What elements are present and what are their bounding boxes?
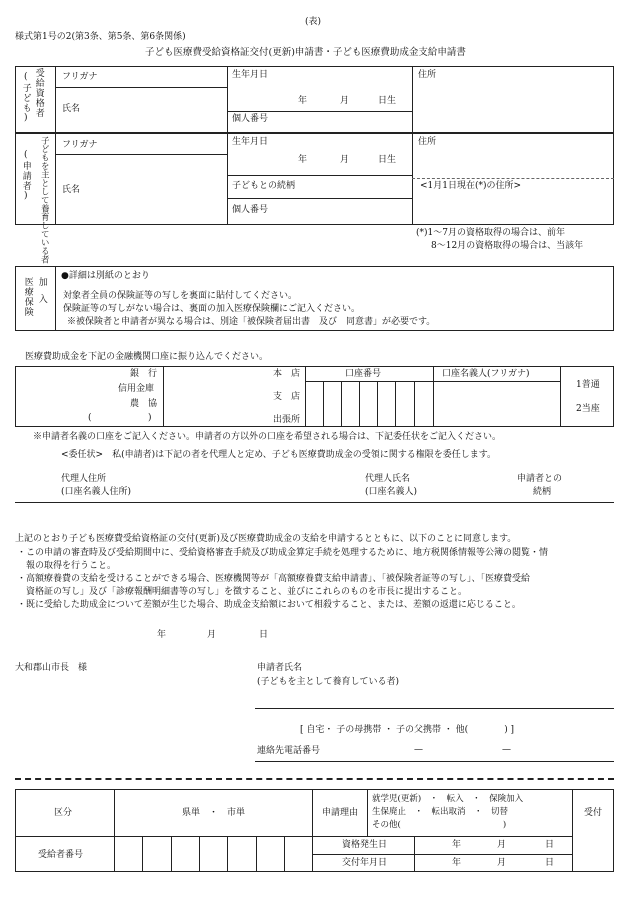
recipient-section-sub: (子ども) <box>20 72 31 124</box>
applicant-mynumber-label: 個人番号 <box>232 205 269 215</box>
insurance-line-4: ※被保険者と申請者が異なる場合は、別途「被保険者届出書 及び 同意書」が必要です。 <box>67 317 436 327</box>
office-issue-month: 月 <box>497 858 507 868</box>
bank-paren-close: ) <box>148 413 152 423</box>
proxy-statement: <委任状> 私(申請者)は下記の者を代理人と定め、子ども医療費助成金の受領に関する権限を委任します。 <box>61 450 497 460</box>
phone-label: 連絡先電話番号 <box>257 746 321 756</box>
page-title: 子ども医療費受給資格証交付(更新)申請書・子ども医療費助成金支給申請書 <box>145 47 466 58</box>
branch-shucchojo: 出張所 <box>273 415 301 425</box>
office-reason-row-2: 生保廃止 ・ 転出取消 ・ 切替 <box>372 807 509 817</box>
consent-bullet-2b: 資格証の写し」及び「診療報酬明細書等の写し」を徴すること、並びにこれらのものを市長に提出すること。 <box>26 587 468 597</box>
applicant-name-signature-sub: (子どもを主として養育している者) <box>257 677 400 687</box>
cut-line <box>15 778 614 780</box>
bank-type-nokyo: 農 協 <box>130 399 158 409</box>
insurance-label-right: 加入 <box>36 277 47 311</box>
recipient-birth-year: 年 <box>298 96 308 106</box>
applicant-section-sub: (申請者) <box>20 150 31 202</box>
office-eligibility-year: 年 <box>452 840 462 850</box>
account-type-futsu: 1普通 <box>576 380 600 390</box>
phone-dash-2: — <box>502 745 511 755</box>
bank-type-shinkin: 信用金庫 <box>118 384 155 394</box>
date-day: 日 <box>259 630 269 640</box>
bank-type-bank: 銀 行 <box>130 369 158 379</box>
applicant-jan1-address-label: <1月1日現在(*)の住所> <box>420 181 522 191</box>
applicant-birth-year: 年 <box>298 155 308 165</box>
mayor-addressee: 大和郡山市長 様 <box>15 663 88 673</box>
account-number-header: 口座番号 <box>345 369 382 379</box>
phone-type-options: [ 自宅・ 子の母携帯 ・ 子の父携帯 ・ 他( ) ] <box>300 725 515 735</box>
recipient-birth-day: 日生 <box>378 96 397 106</box>
insurance-line-1: ●詳細は別紙のとおり <box>61 271 150 281</box>
account-holder-header: 口座名義人(フリガナ) <box>442 369 530 379</box>
proxy-relation-sub: 続柄 <box>533 487 552 497</box>
proxy-name-sub: (口座名義人) <box>365 487 418 497</box>
recipient-birth-label: 生年月日 <box>232 70 269 80</box>
proxy-name-label: 代理人氏名 <box>365 474 411 484</box>
recipient-name-label: 氏名 <box>62 104 81 114</box>
applicant-section-label: 子どもを主として養育している者 <box>39 136 50 264</box>
applicant-relation-label: 子どもとの続柄 <box>232 181 296 191</box>
applicant-furigana-label: フリガナ <box>62 140 98 150</box>
branch-shiten: 支 店 <box>273 392 301 402</box>
recipient-mynumber-label: 個人番号 <box>232 114 269 124</box>
applicant-name-signature-label: 申請者氏名 <box>257 663 303 673</box>
recipient-furigana-label: フリガナ <box>62 72 98 82</box>
proxy-address-sub: (口座名義人住所) <box>61 487 132 497</box>
consent-bullet-2a: ・高額療養費の支給を受けることができる場合、医療機関等が「高額療養費支給申請書」、「被保険者証等の写し」、「医療費受給 <box>17 574 531 584</box>
note-line-1: (*)1〜7月の資格取得の場合は、前年 <box>416 228 565 238</box>
proxy-relation-label: 申請者との <box>517 474 563 484</box>
office-kentan-options: 県単 ・ 市単 <box>182 808 246 818</box>
office-uketsuke-label: 受付 <box>584 808 603 818</box>
applicant-birth-month: 月 <box>340 155 350 165</box>
office-reason-label: 申請理由 <box>322 808 359 818</box>
consent-bullet-3: ・既に受給した助成金について差額が生じた場合、助成金支給額において相殺すること、または、差額の返還に応じること。 <box>17 600 521 610</box>
office-issue-day: 日 <box>545 858 555 868</box>
insurance-line-2: 対象者全員の保険証等の写しを裏面に貼付してください。 <box>63 291 298 301</box>
phone-dash-1: — <box>414 745 423 755</box>
branch-honten: 本 店 <box>273 369 301 379</box>
omote-label: (表) <box>305 17 322 27</box>
office-issue-year: 年 <box>452 858 462 868</box>
insurance-line-3: 保険証等の写しがない場合は、裏面の加入医療保険欄にご記入ください。 <box>63 304 361 314</box>
date-year: 年 <box>157 630 167 640</box>
consent-intro: 上記のとおり子ども医療費受給資格証の交付(更新)及び医療費助成金の支給を申請するとともに、以下のことに同意します。 <box>15 534 517 544</box>
consent-bullet-1a: ・この申請の審査時及び受給期間中に、受給資格審査手続及び助成金算定手続を処理するために、地方税関係情報等公簿の閲覧・情 <box>17 548 549 558</box>
office-eligibility-month: 月 <box>497 840 507 850</box>
applicant-birth-day: 日生 <box>378 155 397 165</box>
insurance-label-left: 医療保険 <box>22 277 33 317</box>
bank-note: ※申請者名義の口座をご記入ください。申請者の方以外の口座を希望される場合は、下記委任状をご記入ください。 <box>33 432 502 442</box>
applicant-address-label: 住所 <box>418 137 437 147</box>
office-recipient-number-label: 受給者番号 <box>38 850 84 860</box>
office-issue-date-label: 交付年月日 <box>342 858 388 868</box>
office-eligibility-day: 日 <box>545 840 555 850</box>
office-reason-row-3: その他( ) <box>372 820 507 830</box>
office-kubun-label: 区分 <box>54 808 73 818</box>
recipient-birth-month: 月 <box>340 96 350 106</box>
bank-paren-open: ( <box>88 413 92 423</box>
recipient-section-label: 受給資格者 <box>33 68 44 118</box>
note-line-2: 8〜12月の資格取得の場合は、当該年 <box>431 241 584 251</box>
recipient-address-label: 住所 <box>418 70 437 80</box>
applicant-birth-label: 生年月日 <box>232 137 269 147</box>
date-month: 月 <box>207 630 217 640</box>
consent-bullet-1b: 報の取得を行うこと。 <box>26 561 117 571</box>
bank-intro: 医療費助成金を下記の金融機関口座に振り込んでください。 <box>25 352 269 362</box>
applicant-name-label: 氏名 <box>62 185 81 195</box>
proxy-address-label: 代理人住所 <box>61 474 107 484</box>
office-eligibility-date-label: 資格発生日 <box>342 840 388 850</box>
form-number: 様式第1号の2(第3条、第5条、第6条関係) <box>15 32 186 42</box>
account-type-toza: 2当座 <box>576 404 600 414</box>
office-reason-row-1: 就学児(更新) ・ 転入 ・ 保険加入 <box>372 794 524 804</box>
